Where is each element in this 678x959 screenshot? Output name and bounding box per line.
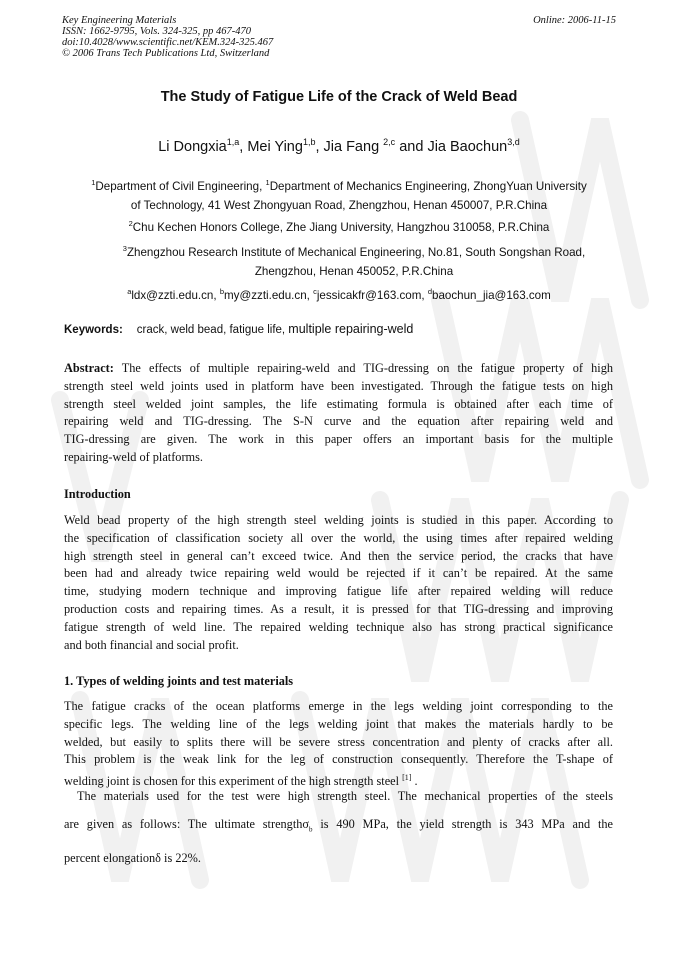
section1-text: . <box>411 774 418 789</box>
author-affil-sup: 2,c <box>383 137 396 147</box>
section1-paragraph-2-line2 <box>64 816 613 839</box>
affiliation-3 <box>80 239 628 281</box>
introduction-paragraph <box>64 512 613 654</box>
keywords <box>64 322 413 336</box>
journal-name: Key Engineering Materials <box>62 15 177 26</box>
abstract-line: repairing weld and TIG-dressing. The S-N curve and the equation after repairing weld and <box>64 414 613 429</box>
email-link[interactable]: ldx@zzti.edu.cn, <box>131 288 220 302</box>
section1-line: This problem is the weak link for the leg of construction consequently. Therefore the T-shape of <box>64 752 613 767</box>
section1-text: are given as follows: The ultimate strength <box>64 817 303 831</box>
email-link[interactable]: jessicakfr@163.com, <box>316 288 428 302</box>
delta-symbol: δ <box>155 851 161 865</box>
issn-line: ISSN: 1662-9795, Vols. 324-325, pp 467-470 <box>62 26 251 37</box>
subscript-b: b <box>309 825 313 834</box>
author-affil-sup: 1,b <box>302 137 316 147</box>
email-sup: c <box>313 287 317 296</box>
intro-line: Weld bead property of the high strength steel welding joints is studied in this paper. According to <box>64 513 613 527</box>
author-name: Li Dongxia <box>158 138 227 155</box>
section1-heading: 1. Types of welding joints and test materials <box>64 674 294 688</box>
abstract-paragraph <box>64 360 613 467</box>
email-link[interactable]: my@zzti.edu.cn, <box>224 288 314 302</box>
journal-header <box>62 15 616 59</box>
intro-line: time, studying modern technique and improving fatigue life after repaired welding will reduce <box>64 584 613 599</box>
affil-sup: 1 <box>91 178 96 187</box>
abstract-line: TIG-dressing are given. The work in this paper offers an important basis for the multiple <box>64 432 613 447</box>
keywords-terms: crack, weld bead, fatigue life, <box>136 324 289 336</box>
email-sup: b <box>219 287 224 296</box>
citation-ref[interactable]: [1] <box>402 773 412 783</box>
intro-line: been had and already twice repairing weld would be rejected if it can’t be repaired. At the same <box>64 566 613 581</box>
online-date: Online: 2006-11-15 <box>533 15 616 26</box>
author-separator: and <box>395 138 428 155</box>
section1-line: specific legs. The welding line of the legs welding joint that makes the materials hardly to be <box>64 716 613 731</box>
intro-line: fatigue strength of weld line. The repaired welding technique also has strong practical significance <box>64 619 613 634</box>
intro-line: production costs and repairing times. As a result, it is pressed for that TIG-dressing and improving <box>64 601 613 616</box>
author-list <box>62 137 616 155</box>
abstract-line: strength steel weld joints used in platform have been investigated. Through the fatigue tests on high <box>64 378 613 393</box>
section1-paragraph-2-line3 <box>64 850 613 868</box>
section1-paragraph-2 <box>64 788 613 806</box>
section1-text: welding joint is chosen for this experiment of the high strength steel <box>64 774 403 789</box>
affiliation-1 <box>62 173 616 215</box>
abstract-line: The effects of multiple repairing-weld and TIG-dressing on the fatigue property of high <box>113 361 613 375</box>
copyright-line: © 2006 Trans Tech Publications Ltd, Switzerland <box>62 48 270 59</box>
email-link[interactable]: baochun_jia@163.com <box>432 288 551 302</box>
paper-title: The Study of Fatigue Life of the Crack of Weld Bead <box>160 89 518 105</box>
section1-text: is 22%. <box>160 851 201 865</box>
affil-text: Chu Kechen Honors College, Zhe Jiang University, Hangzhou 310058, P.R.China <box>132 220 550 234</box>
introduction-heading: Introduction <box>64 487 131 501</box>
section1-line: The fatigue cracks of the ocean platforms emerge in the legs welding joint corresponding to the <box>64 699 613 713</box>
author-separator: , <box>239 138 248 155</box>
section1-line: welded, but easily to splits there will be severe stress concentration and plenty of cracks after all. <box>64 734 613 749</box>
affil-sup: 3 <box>122 244 127 253</box>
doi-line[interactable]: doi:10.4028/www.scientific.net/KEM.324-325.467 <box>62 37 274 48</box>
affil-sup: 2 <box>128 219 133 228</box>
author-name: Jia Baochun <box>427 138 508 155</box>
affil-sup: 1 <box>265 178 270 187</box>
intro-line: and both financial and social profit. <box>64 637 239 652</box>
author-name: Jia Fang <box>323 138 384 155</box>
intro-line: high strength steel in general can’t exceed twice. And then the service period, the cracks that have <box>64 548 613 563</box>
affil-text: Zhengzhou Research Institute of Mechanical Engineering, No.81, South Songshan Road, <box>126 245 586 259</box>
abstract-label: Abstract: <box>64 361 114 375</box>
sigma-symbol: σ <box>302 817 310 831</box>
affil-text: Department of Civil Engineering, <box>95 179 266 193</box>
intro-line: the specification of classification society all over the world, the using times after repaired welding <box>64 530 613 545</box>
author-separator: , <box>315 138 324 155</box>
affil-text: Zhengzhou, Henan 450052, P.R.China <box>254 264 454 278</box>
email-sup: a <box>127 287 132 296</box>
author-name: Mei Ying <box>247 138 303 155</box>
abstract-line: repairing-weld of platforms. <box>64 449 203 464</box>
affiliation-2 <box>62 214 616 237</box>
keywords-terms-last: multiple repairing-weld <box>288 322 414 336</box>
email-list <box>62 282 616 305</box>
abstract-line: strength steel welded joint samples, the life estimating formula is obtained after each time of <box>64 396 613 411</box>
email-sup: d <box>427 287 433 296</box>
section1-line: The materials used for the test were high strength steel. The mechanical properties of the steels <box>77 789 613 803</box>
section1-text: percent elongation <box>64 851 156 865</box>
affil-text: of Technology, 41 West Zhongyuan Road, Zhengzhou, Henan 450007, P.R.China <box>130 198 548 212</box>
author-affil-sup: 3,d <box>507 137 520 147</box>
author-affil-sup: 1,a <box>226 137 240 147</box>
affil-text: Department of Mechanics Engineering, ZhongYuan University <box>269 179 587 193</box>
keywords-label: Keywords: <box>64 324 123 336</box>
section1-text: is 490 MPa, the yield strength is 343 MPa and the <box>312 817 614 831</box>
section1-paragraph <box>64 698 613 791</box>
